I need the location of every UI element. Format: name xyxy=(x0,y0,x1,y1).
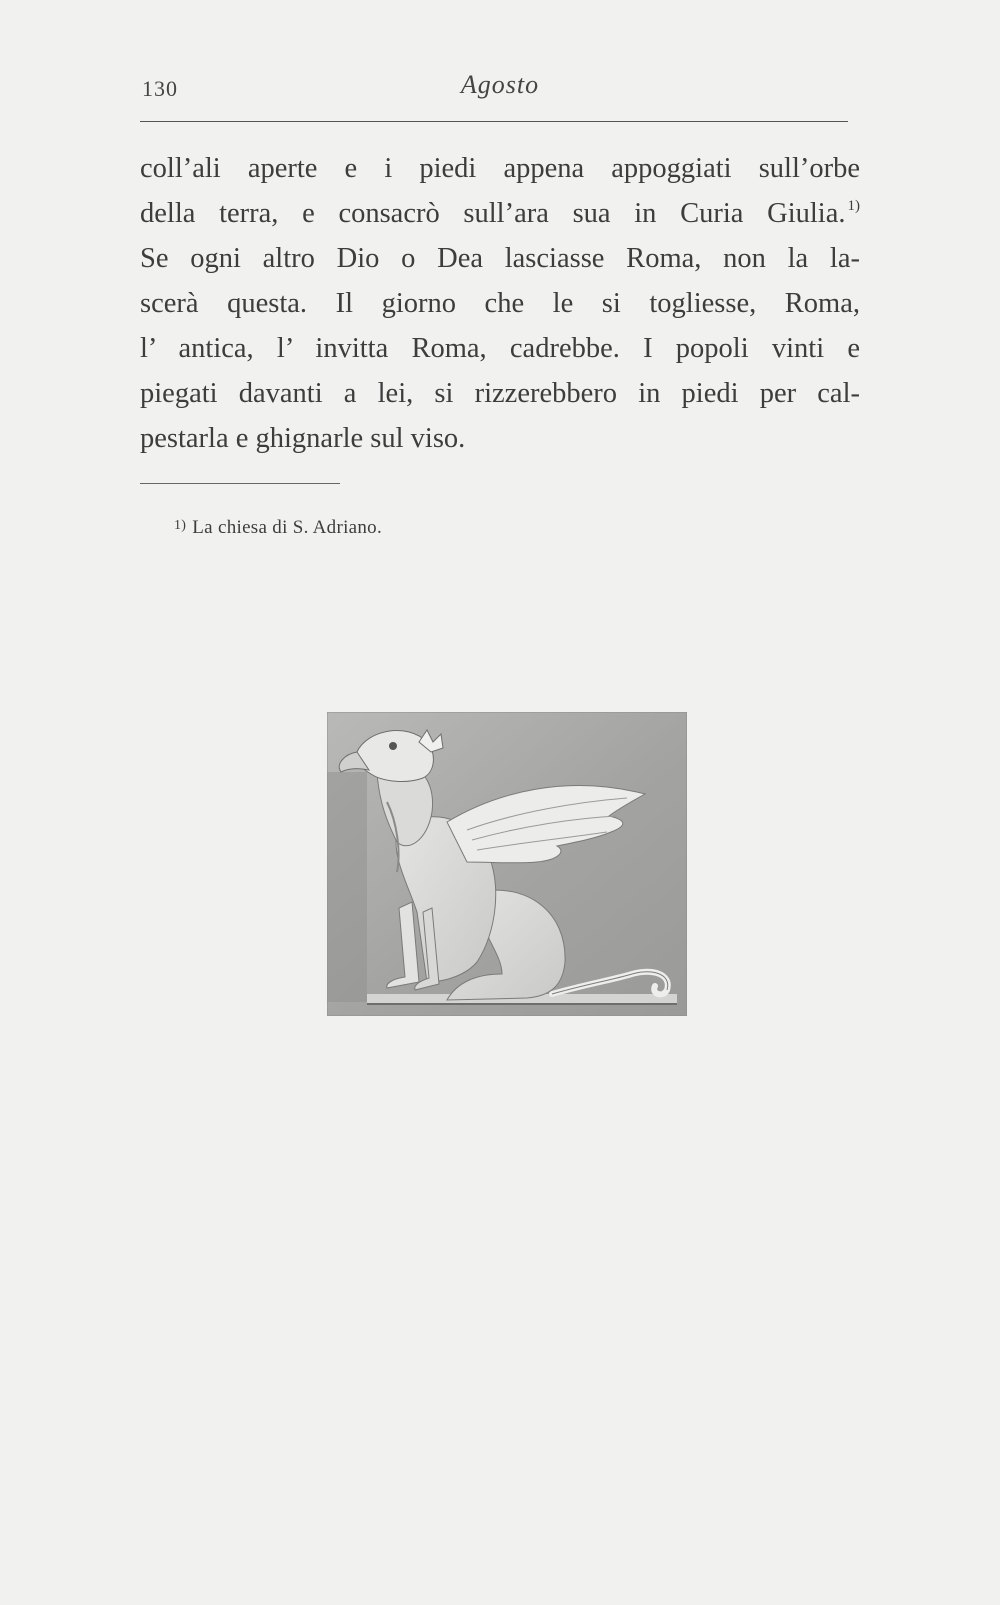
text-line: l’ antica, l’ invitta Roma, cadrebbe. I popoli vinti e xyxy=(140,333,860,364)
page-number: 130 xyxy=(142,76,178,101)
footnote-number: 1) xyxy=(174,518,187,533)
footnote-rule xyxy=(140,483,340,484)
text-line: coll’ali aperte e i piedi appena appoggiati sull’orbe xyxy=(140,153,860,184)
footnote-reference: 1) xyxy=(847,198,860,214)
footnote xyxy=(174,517,382,539)
text-line: scerà questa. Il giorno che le si togliesse, Roma, xyxy=(140,288,860,319)
griffin-illustration xyxy=(327,712,687,1016)
text-line: Se ogni altro Dio o Dea lasciasse Roma, non la la- xyxy=(140,243,860,274)
header-rule xyxy=(140,121,848,122)
footnote-text: La chiesa di S. Adriano. xyxy=(192,517,383,538)
text-line: della terra, e consacrò sull’ara sua in Curia Giulia. $^{1)}$ xyxy=(140,198,860,229)
text-line: pestarla e ghignarle sul viso. xyxy=(140,423,466,454)
text-line: piegati davanti a lei, si rizzerebbero in piedi per cal- xyxy=(140,378,860,409)
running-title: Agosto xyxy=(460,70,540,99)
body-paragraph xyxy=(140,146,860,461)
